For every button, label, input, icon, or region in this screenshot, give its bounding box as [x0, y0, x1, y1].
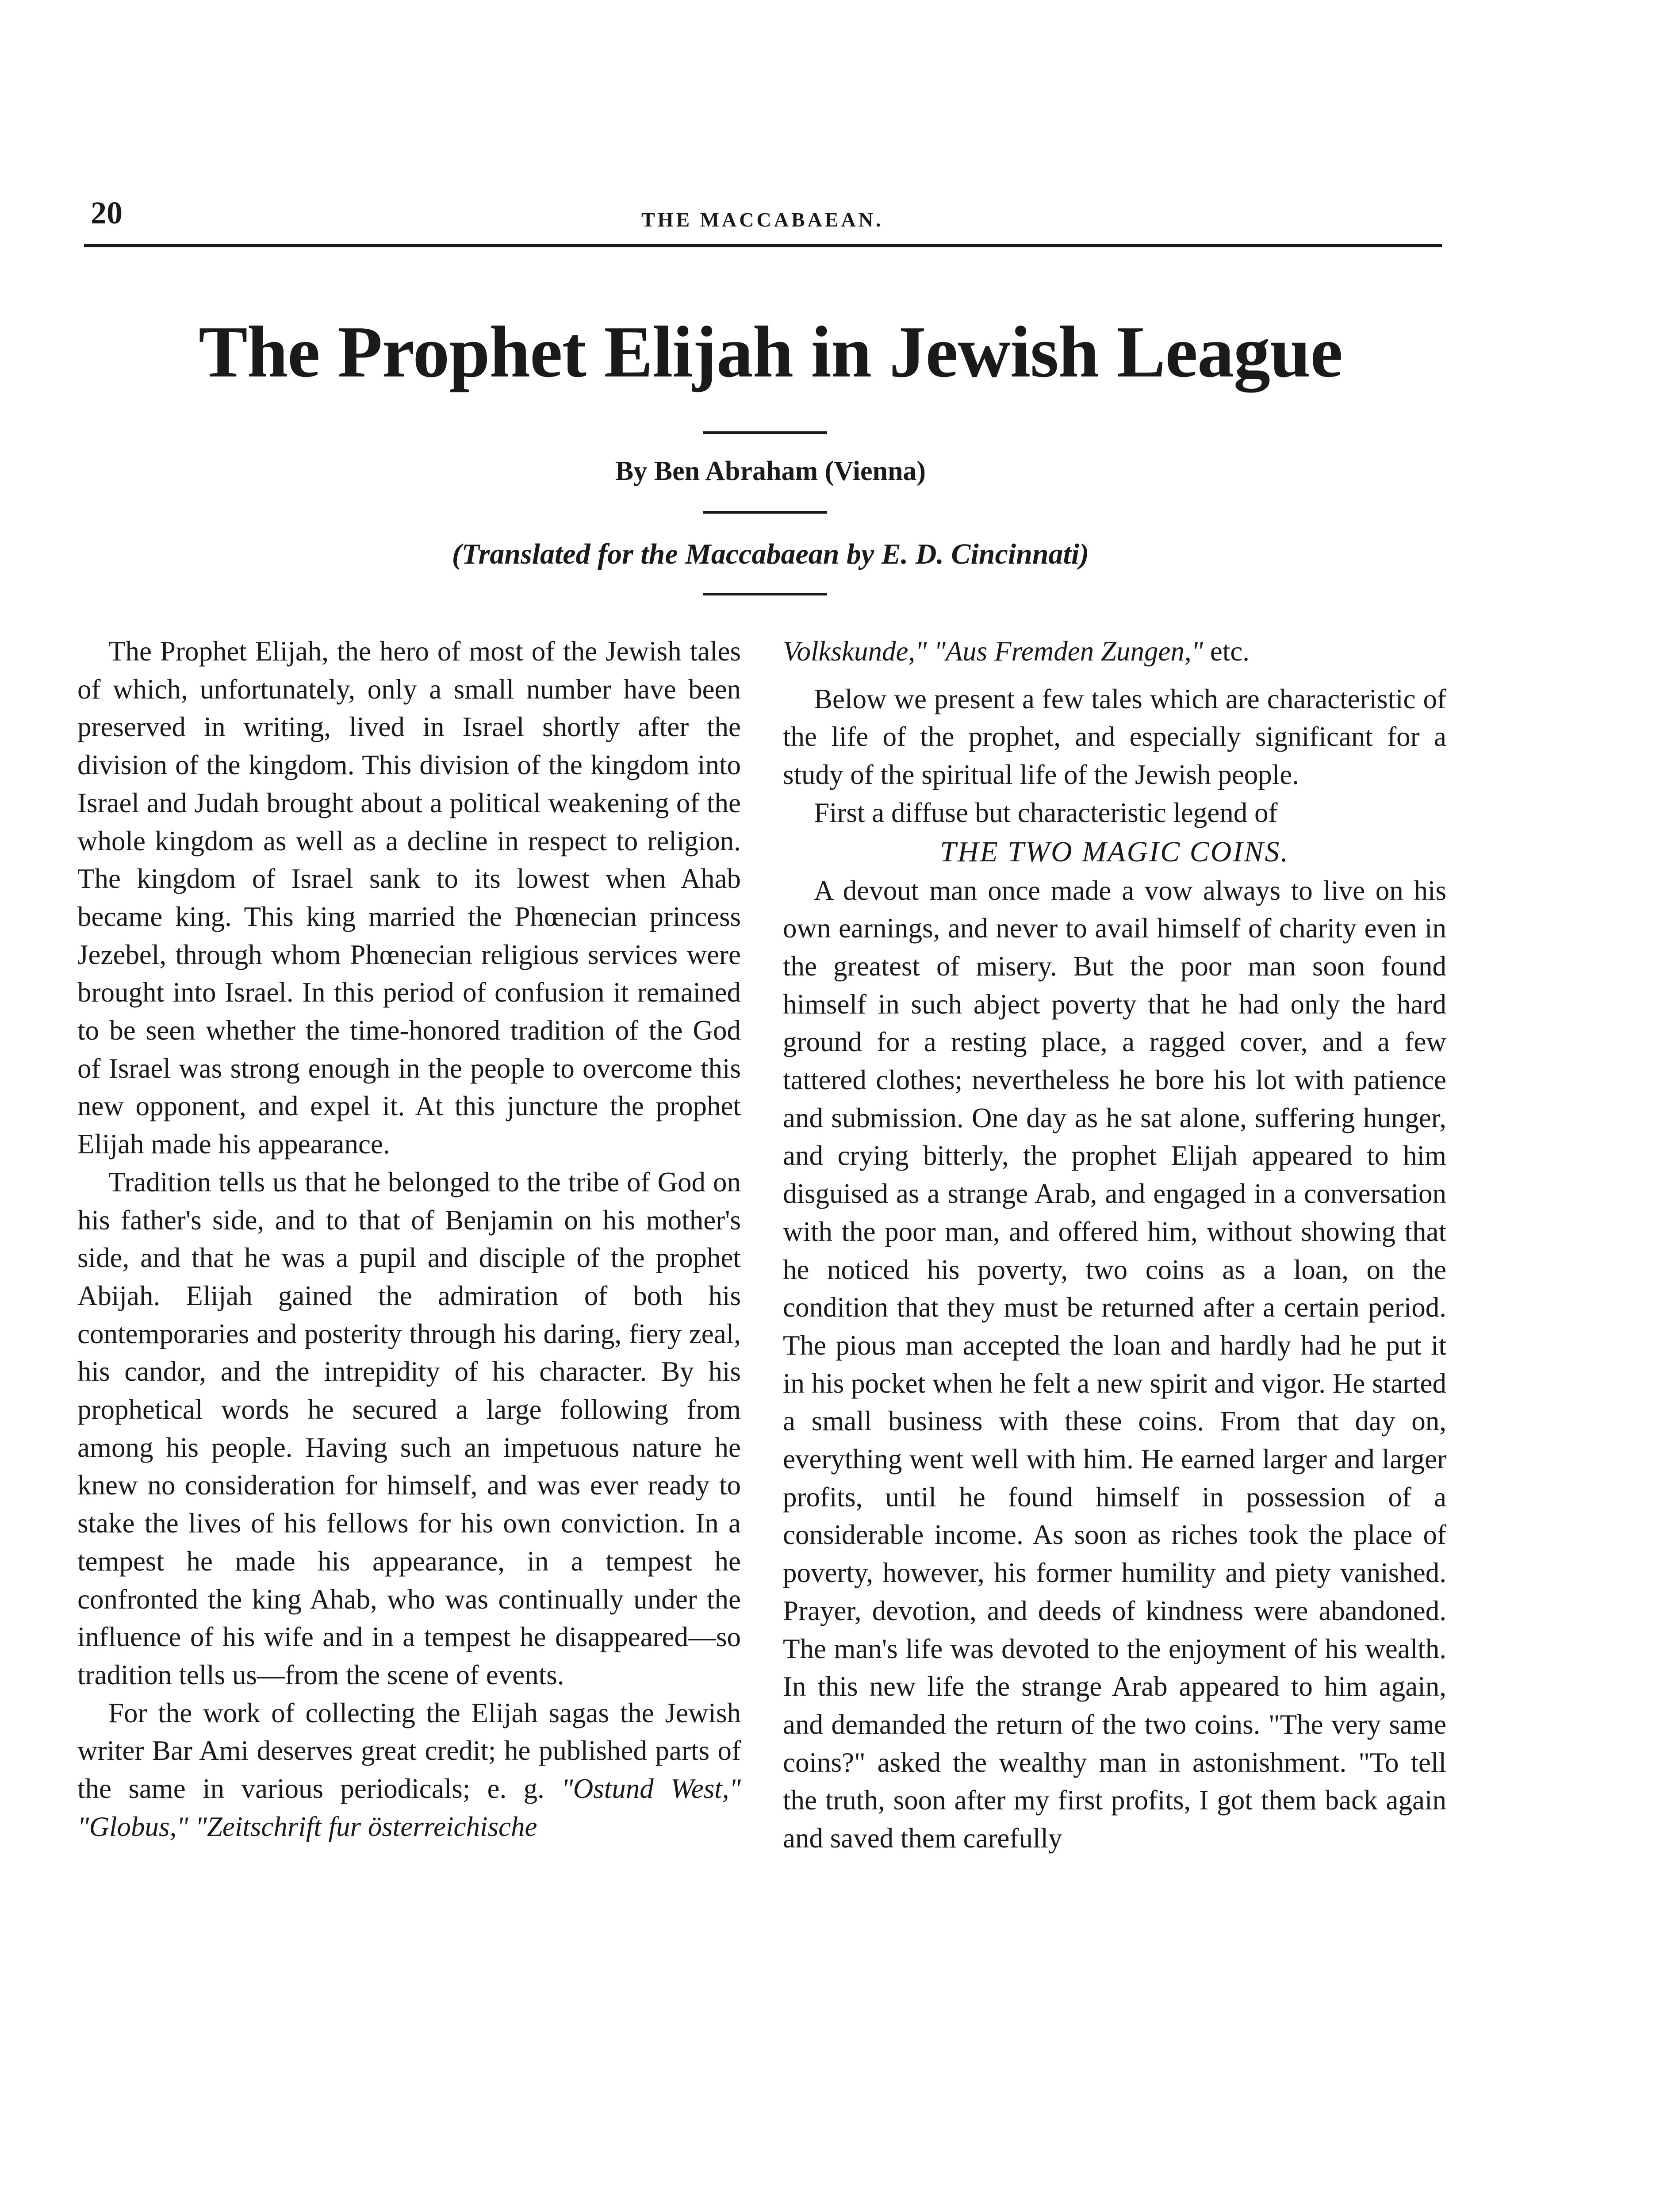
periodical-titles: "Ostund West," "Globus," "Zeitschrift fur österreichische — [77, 1773, 741, 1842]
page-number: 20 — [91, 195, 123, 230]
paragraph-continued — [783, 633, 1446, 671]
paragraph — [77, 1694, 741, 1846]
periodical-titles: Volkskunde," "Aus Fremden Zungen," — [783, 636, 1204, 667]
paragraph: Below we present a few tales which are characteristic of the life of the prophet, and especially significant for a study of the spiritual life of the Jewish people. — [783, 683, 1446, 791]
translator-divider — [703, 593, 827, 595]
translator-note: (Translated for the Maccabaean by E. D. Cincinnati) — [452, 538, 1089, 570]
byline: By Ben Abraham (Vienna) — [615, 456, 926, 486]
paragraph: Tradition tells us that he belonged to the tribe of God on his father's side, and to that of Benjamin on his mother's side, and that he was a pupil and disciple of the prophet Abijah. Elijah gained the admiration of both his contemporaries and posterity through his daring, fiery zeal, his candor, and the intrepidity of his character. By his prophetical words he secured a large following from among his people. Having such an impetuous nature he knew no consideration for himself, and was ever ready to stake the lives of his fellows for his own conviction. In a tempest he made his appearance, in a tempest he confronted the king Ahab, who was continually under the influence of his wife and in a tempest he disappeared—so tradition tells us—from the scene of events. — [77, 1166, 741, 1690]
left-column — [77, 633, 741, 1846]
running-title: THE MACCABAEAN. — [641, 208, 884, 231]
byline-divider — [703, 511, 827, 514]
paragraph: First a diffuse but characteristic legend of — [814, 797, 1278, 828]
paragraph: A devout man once made a vow always to live on his own earnings, and never to avail himself of charity even in the greatest of misery. But the poor man soon found himself in such abject poverty that he had only the hard ground for a resting place, a ragged cover, and a few tattered clothes; nevertheless he bore his lot with patience and submission. One day as he sat alone, suffering hunger, and crying bitterly, the prophet Elijah appeared to him disguised as a strange Arab, and engaged in a conversation with the poor man, and offered him, without showing that he noticed his poverty, two coins as a loan, on the condition that they must be returned after a certain period. The pious man accepted the loan and hardly had he put it in his pocket when he felt a new spirit and vigor. He started a small business with these coins. From that day on, everything went well with him. He earned larger and larger profits, until he found himself in possession of a considerable income. As soon as riches took the place of poverty, however, his former humility and piety vanished. Prayer, devotion, and deeds of kindness were abandoned. The man's life was devoted to the enjoyment of his wealth. In this new life the strange Arab appeared to him again, and demanded the return of the two coins. "The very same coins?" asked the wealthy man in astonishment. "To tell the truth, soon after my first profits, I got them back again and saved them carefully — [783, 875, 1446, 1854]
article-title: The Prophet Elijah in Jewish League — [199, 311, 1342, 392]
paragraph: The Prophet Elijah, the hero of most of the Jewish tales of which, unfortunately, only a small number have been preserved in writing, lived in Israel shortly after the division of the kingdom. This division of the kingdom into Israel and Judah brought about a political weakening of the whole kingdom as well as a decline in respect to religion. The kingdom of Israel sank to its lowest when Ahab became king. This king married the Phœnecian princess Jezebel, through whom Phœnecian religious services were brought into Israel. In this period of confusion it remained to be seen whether the time-honored tradition of the God of Israel was strong enough in the people to overcome this new opponent, and expel it. At this juncture the prophet Elijah made his appearance. — [77, 636, 741, 1160]
right-column — [783, 633, 1446, 1858]
header-rule — [84, 244, 1442, 247]
section-heading: THE TWO MAGIC COINS. — [940, 835, 1289, 868]
paragraph-text: For the work of collecting the Elijah sagas the Jewish writer Bar Ami deserves great credit; he published parts of the same in various periodicals; e. g. — [77, 1697, 741, 1805]
title-divider — [703, 431, 827, 434]
paragraph-text: etc. — [1210, 636, 1250, 667]
